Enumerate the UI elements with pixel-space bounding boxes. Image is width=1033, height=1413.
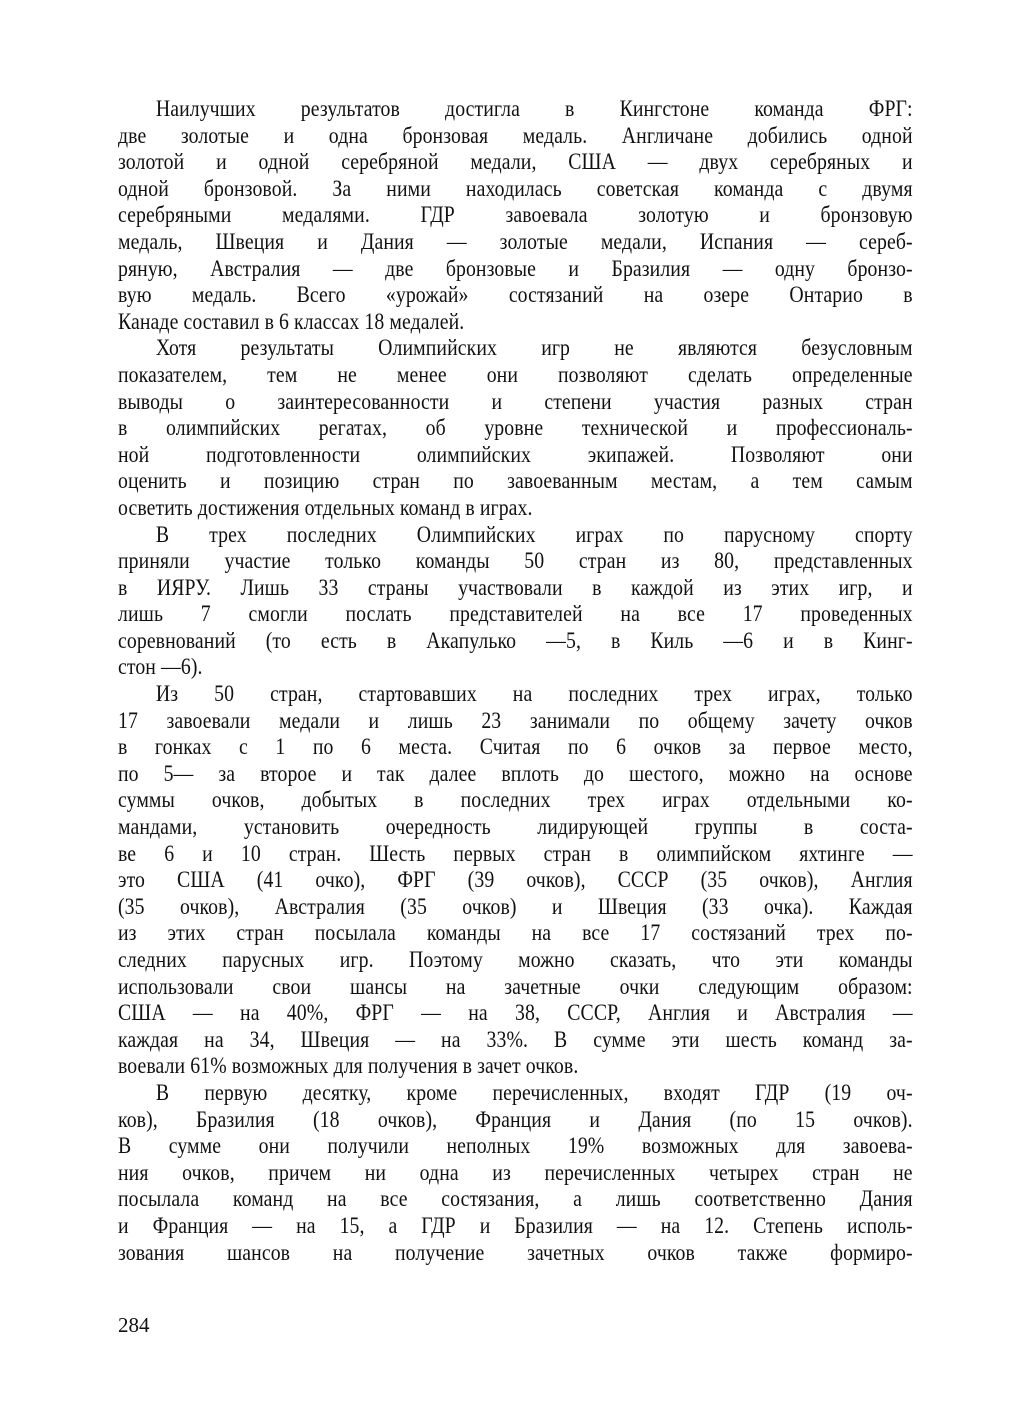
text-line: ве 6 и 10 стран. Шесть первых стран в олимпийском яхтинге — (118, 840, 913, 866)
text-line: Из 50 стран, стартовавших на последних трех играх, только (155, 681, 913, 707)
text-line: в гонках с 1 по 6 места. Считая по 6 очков за первое место, (118, 734, 913, 760)
text-line: использовали свои шансы на зачетные очки следующим образом: (118, 973, 913, 999)
paragraph-olympic-results-meaning (118, 335, 913, 521)
text-line: стон —6). (118, 654, 203, 680)
text-line: выводы о заинтересованности и степени участия разных стран (118, 388, 913, 414)
paragraph-kingston-results (118, 96, 913, 335)
text-line: (35 очков), Австралия (35 очков) и Швеция (33 очка). Каждая (118, 893, 913, 919)
text-line: Хотя результаты Олимпийских игр не являются безусловным (155, 335, 913, 361)
text-line: одной бронзовой. За ними находилась советская команда с двумя (118, 175, 913, 201)
text-line: каждая на 34, Швеция — на 33%. В сумме эти шесть команд за- (118, 1026, 913, 1052)
paragraph-points-ranking (118, 681, 913, 1080)
text-line: и Франция — на 15, а ГДР и Бразилия — на 12. Степень исполь- (118, 1212, 913, 1238)
book-page-text (118, 96, 913, 1266)
text-line: ной подготовленности олимпийских экипажей. Позволяют они (118, 441, 913, 467)
text-line: осветить достижения отдельных команд в играх. (118, 494, 533, 520)
text-line: в ИЯРУ. Лишь 33 страны участвовали в каждой из этих игр, и (118, 574, 913, 600)
text-line: медаль, Швеция и Дания — золотые медали, Испания — сереб- (118, 228, 913, 254)
text-line: вую медаль. Всего «урожай» состязаний на озере Онтарио в (118, 282, 913, 308)
text-line: лишь 7 смогли послать представителей на все 17 проведенных (118, 601, 913, 627)
text-line: Наилучших результатов достигла в Кингстоне команда ФРГ: (155, 96, 913, 121)
text-line: зования шансов на получение зачетных очков также формиро- (118, 1239, 913, 1265)
text-line: ков), Бразилия (18 очков), Франция и Дания (по 15 очков). (118, 1106, 913, 1132)
text-line: это США (41 очко), ФРГ (39 очков), СССР (35 очков), Англия (118, 867, 913, 893)
text-line: по 5— за второе и так далее вплоть до шестого, можно на основе (118, 760, 913, 786)
text-line: соревнований (то есть в Акапулько —5, в Киль —6 и в Кинг- (118, 627, 913, 653)
text-line: США — на 40%, ФРГ — на 38, СССР, Англия и Австралия — (118, 1000, 913, 1026)
text-line: мандами, установить очередность лидирующей группы в соста- (118, 814, 913, 840)
text-line: в олимпийских регатах, об уровне технической и профессиональ- (118, 415, 913, 441)
paragraph-top-ten (118, 1080, 913, 1266)
text-line: Канаде составил в 6 классах 18 медалей. (118, 308, 465, 334)
paragraph-participation (118, 522, 913, 682)
text-line: золотой и одной серебряной медали, США — двух серебряных и (118, 149, 913, 175)
text-line: посылала команд на все состязания, а лишь соответственно Дания (118, 1186, 913, 1212)
text-line: следних парусных игр. Поэтому можно сказать, что эти команды (118, 947, 913, 972)
text-line: ряную, Австралия — две бронзовые и Бразилия — одну бронзо- (118, 255, 913, 281)
text-line: суммы очков, добытых в последних трех играх отдельными ко- (118, 787, 913, 813)
text-line: ния очков, причем ни одна из перечисленных четырех стран не (118, 1159, 913, 1185)
text-line: воевали 61% возможных для получения в зачет очков. (118, 1053, 579, 1079)
text-line: из этих стран посылала команды на все 17 состязаний трех по- (118, 920, 913, 946)
text-line: серебряными медалями. ГДР завоевала золотую и бронзовую (118, 202, 913, 228)
text-line: 17 завоевали медали и лишь 23 занимали по общему зачету очков (118, 707, 913, 733)
text-line: В первую десятку, кроме перечисленных, входят ГДР (19 оч- (155, 1079, 913, 1105)
text-line: В трех последних Олимпийских играх по парусному спорту (155, 521, 913, 547)
text-line: В сумме они получили неполных 19% возможных для завоева- (118, 1133, 913, 1159)
text-line: оценить и позицию стран по завоеванным местам, а тем самым (118, 468, 913, 494)
text-line: приняли участие только команды 50 стран из 80, представленных (118, 548, 913, 574)
page-number: 284 (118, 1313, 150, 1337)
text-line: показателем, тем не менее они позволяют сделать определенные (118, 361, 913, 387)
text-line: две золотые и одна бронзовая медаль. Англичане добились одной (118, 122, 913, 148)
